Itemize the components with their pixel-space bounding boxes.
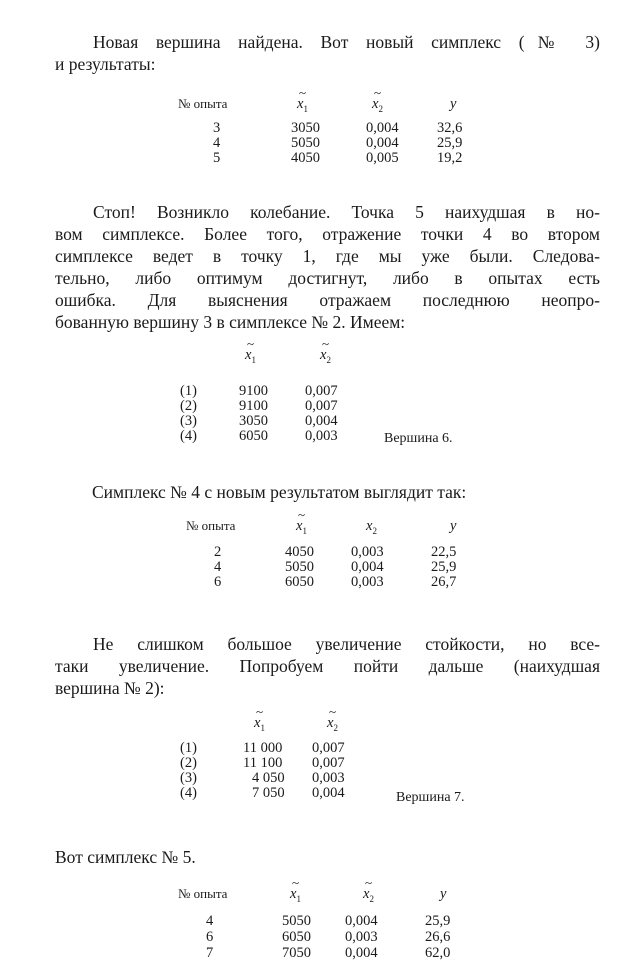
- text-line: ошибка. Для выяснения отражаем последнюю неопро-: [55, 290, 600, 310]
- table-cell: 5050: [285, 559, 314, 575]
- vertex-note: Вершина 6.: [384, 431, 453, 446]
- text-line: Симплекс № 4 с новым результатом выглядит так:: [92, 482, 467, 502]
- table-cell: 0,004: [305, 413, 338, 429]
- table-cell: 0,004: [366, 120, 399, 136]
- column-header-x1: ~ $x_1$: [245, 336, 256, 365]
- column-header-experiment: № опыта: [186, 518, 236, 533]
- table-cell: 9100: [239, 398, 268, 414]
- table-cell: 0,007: [305, 383, 338, 399]
- table-cell: 0,004: [366, 135, 399, 151]
- table-cell: (1): [180, 383, 197, 399]
- table-cell: (4): [180, 428, 197, 444]
- table-cell: 6050: [282, 929, 311, 945]
- table-cell: 11 100: [243, 755, 283, 771]
- table-cell: 5050: [291, 135, 320, 151]
- table-cell: 22,5: [431, 544, 457, 560]
- table-cell: 25,9: [425, 913, 451, 929]
- table-cell: 2: [214, 544, 222, 560]
- column-header-y: y: [450, 96, 457, 112]
- table-cell: 32,6: [437, 120, 463, 136]
- column-header-x2: $x_2$: [366, 518, 377, 536]
- text-line: Новая вершина найдена. Вот новый симплекс (№ 3): [93, 32, 600, 52]
- table-cell: 9100: [239, 383, 268, 399]
- table-cell: 7050: [282, 945, 311, 961]
- paragraph-further: [55, 633, 600, 699]
- text-line: Вот симплекс № 5.: [55, 847, 196, 867]
- table-cell: (1): [180, 740, 197, 756]
- table-cell: 4: [206, 913, 214, 929]
- table-cell: 0,005: [366, 150, 399, 166]
- table-cell: 4050: [285, 544, 314, 560]
- table-cell: 26,6: [425, 929, 451, 945]
- table-cell: 7: [206, 945, 214, 961]
- text-line: вом симплексе. Более того, отражение точки 4 во втором: [55, 224, 600, 244]
- table-cell: 0,007: [312, 755, 345, 771]
- table-cell: 0,003: [305, 428, 338, 444]
- table-cell: 0,007: [312, 740, 345, 756]
- table-cell: 4: [214, 559, 222, 575]
- column-header-x2: ~ $x_2$: [363, 875, 374, 904]
- column-header-y: y: [450, 518, 457, 534]
- text-line: таки увеличение. Попробуем пойти дальше (наихудшая: [55, 656, 600, 676]
- table-cell: 0,003: [351, 574, 384, 590]
- column-header-x2: ~ $x_2$: [327, 704, 338, 733]
- table-cell: (2): [180, 755, 197, 771]
- table-cell: 0,004: [345, 945, 378, 961]
- column-header-x1: ~ $x_1$: [290, 875, 301, 904]
- table-cell: 4: [213, 135, 221, 151]
- text-line: тельно, либо оптимум достигнут, либо в опытах есть: [55, 268, 600, 288]
- table-cell: (3): [180, 413, 197, 429]
- text-line: симплексе ведет в точку 1, где мы уже были. Следова-: [55, 246, 600, 266]
- paragraph-intro: [55, 31, 600, 75]
- table-cell: 19,2: [437, 150, 463, 166]
- table-cell: 0,003: [351, 544, 384, 560]
- text-line: бованную вершину 3 в симплексе № 2. Имеем:: [55, 312, 406, 332]
- table-cell: 3050: [291, 120, 320, 136]
- table-cell: 6: [206, 929, 214, 945]
- table-cell: 3: [213, 120, 221, 136]
- table-cell: 26,7: [431, 574, 457, 590]
- table-cell: 5050: [282, 913, 311, 929]
- table-cell: 5: [213, 150, 221, 166]
- column-header-x2: ~ $x_2$: [320, 336, 331, 365]
- column-header-experiment: № опыта: [178, 886, 228, 901]
- table-cell: 4050: [291, 150, 320, 166]
- table-cell: 0,003: [345, 929, 378, 945]
- table-cell: 11 000: [243, 740, 283, 756]
- table-cell: (4): [180, 785, 197, 801]
- table-cell: 4 050: [252, 770, 285, 786]
- table-cell: 0,004: [345, 913, 378, 929]
- table-cell: 7 050: [252, 785, 285, 801]
- table-cell: 6: [214, 574, 222, 590]
- column-header-x1: ~ $x_1$: [297, 85, 308, 114]
- column-header-y: y: [440, 886, 447, 902]
- table-cell: 62,0: [425, 945, 451, 961]
- vertex-note: Вершина 7.: [396, 790, 465, 805]
- text-line: Стоп! Возникло колебание. Точка 5 наихудшая в но-: [93, 202, 600, 222]
- table-cell: 6050: [285, 574, 314, 590]
- text-line: вершина № 2):: [55, 678, 165, 698]
- column-header-x1: ~ $x_1$: [254, 704, 265, 733]
- paragraph-oscillation: [55, 201, 600, 333]
- table-cell: 6050: [239, 428, 268, 444]
- table-cell: 0,003: [312, 770, 345, 786]
- table-cell: 0,004: [351, 559, 384, 575]
- table-cell: (2): [180, 398, 197, 414]
- table-cell: (3): [180, 770, 197, 786]
- column-header-x2: ~ $x_2$: [372, 85, 383, 114]
- paragraph-simplex-4: [92, 481, 592, 503]
- paragraph-simplex-5: [55, 846, 355, 868]
- text-line: Не слишком большое увеличение стойкости, но все-: [93, 634, 600, 654]
- table-cell: 0,004: [312, 785, 345, 801]
- table-cell: 0,007: [305, 398, 338, 414]
- column-header-x1: ~ $x_1$: [296, 507, 307, 536]
- table-cell: 3050: [239, 413, 268, 429]
- column-header-experiment: № опыта: [178, 96, 228, 111]
- text-line: и результаты:: [55, 54, 156, 74]
- table-cell: 25,9: [431, 559, 457, 575]
- table-cell: 25,9: [437, 135, 463, 151]
